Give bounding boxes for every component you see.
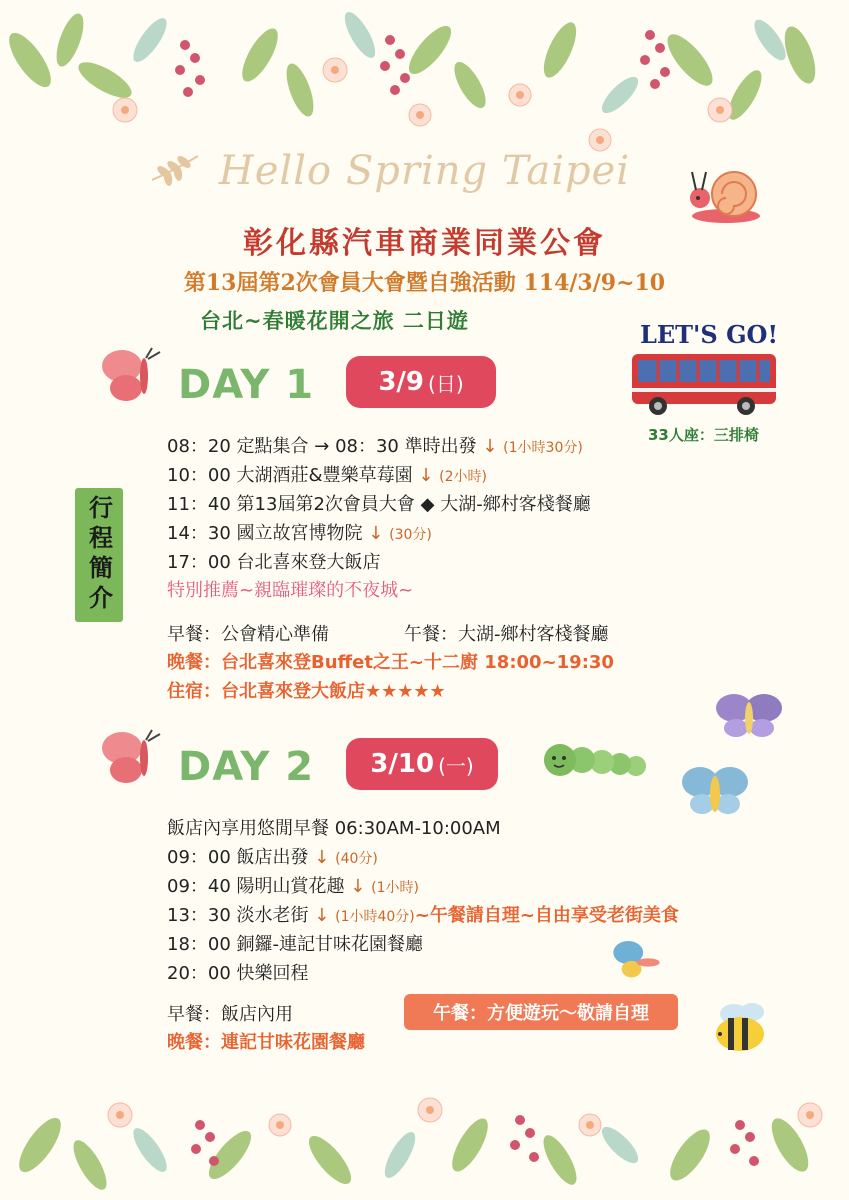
day2-title: DAY 2 <box>178 744 315 790</box>
day2-item: 09：40 陽明山賞花趣 ↓ (1小時) <box>167 876 419 897</box>
caterpillar-icon <box>540 738 658 786</box>
down-arrow-icon: ↓ <box>314 847 330 868</box>
day1-item: 11：40 第13屆第2次會員大會 ◆ 大湖-鄉村客棧餐廳 <box>167 494 591 515</box>
day2-breakfast: 早餐：飯店內用 <box>167 1004 293 1025</box>
day1-dinner: 晚餐：台北喜來登Buffet之王~十二廚 18:00~19:30 <box>167 652 614 673</box>
day1-date: 3/9 <box>378 367 425 397</box>
day1-item: 17：00 台北喜來登大飯店 <box>167 552 381 573</box>
bus-icon <box>628 348 780 418</box>
day2-breakfast-intro: 飯店內享用悠閒早餐 06:30AM-10:00AM <box>167 818 501 839</box>
blue-butterfly-icon <box>680 762 750 820</box>
down-arrow-icon: ↓ <box>350 876 366 897</box>
day1-item: 08：20 定點集合 → 08：30 準時出發 ↓ (1小時30分) <box>167 436 583 457</box>
day2-item: 09：00 飯店出發 ↓ (40分) <box>167 847 378 868</box>
butterfly-icon <box>100 346 170 404</box>
bee-icon <box>704 1000 774 1056</box>
day1-date-badge <box>346 356 496 408</box>
day1-highlight: 特別推薦~親臨璀璨的不夜城~ <box>167 580 414 601</box>
tour-name: 台北~春暖花開之旅 二日遊 <box>200 309 469 333</box>
butterfly-icon <box>100 728 170 786</box>
day2-date-badge <box>346 738 498 790</box>
small-butterfly-icon <box>610 936 668 984</box>
snail-icon <box>686 158 766 226</box>
down-arrow-icon: ↓ <box>418 465 434 486</box>
hello-spring-title: Hello Spring Taipei <box>218 148 631 194</box>
day2-item: 18：00 銅鑼-連記甘味花園餐廳 <box>167 934 424 955</box>
down-arrow-icon: ↓ <box>368 523 384 544</box>
organization-title: 彰化縣汽車商業同業公會 <box>243 226 606 261</box>
day1-item: 10：00 大湖酒莊&豐樂草莓園 ↓ (2小時) <box>167 465 487 486</box>
day2-item: 20：00 快樂回程 <box>167 963 309 984</box>
day2-date: 3/10 <box>370 749 435 779</box>
day1-breakfast: 早餐：公會精心準備 <box>167 624 329 645</box>
lets-go-text: LET'S GO! <box>640 320 778 349</box>
event-subtitle: 第13屆第2次會員大會暨自強活動 114/3/9~10 <box>183 270 666 296</box>
down-arrow-icon: ↓ <box>482 436 498 457</box>
day1-title: DAY 1 <box>178 362 315 408</box>
day2-weekday: (一) <box>438 753 474 778</box>
day1-stay: 住宿：台北喜來登大飯店★★★★★ <box>167 681 446 702</box>
day1-lunch: 午餐：大湖-鄉村客棧餐廳 <box>404 624 609 645</box>
day1-weekday: (日) <box>428 371 464 396</box>
itinerary-sidebar-label: 行程簡介 <box>75 488 123 622</box>
purple-butterfly-icon <box>714 686 784 744</box>
day2-lunch-pill: 午餐：方便遊玩～敬請自理 <box>404 994 678 1030</box>
day2-dinner: 晚餐：連記甘味花園餐廳 <box>167 1032 365 1053</box>
day1-item: 14：30 國立故宮博物院 ↓ (30分) <box>167 523 432 544</box>
bus-seats-info: 33人座：三排椅 <box>648 426 759 444</box>
day2-item: 13：30 淡水老街 ↓ (1小時40分)~午餐請自理~自由享受老街美食 <box>167 905 679 926</box>
down-arrow-icon: ↓ <box>314 905 330 926</box>
floral-bottom-decoration <box>0 1065 849 1200</box>
